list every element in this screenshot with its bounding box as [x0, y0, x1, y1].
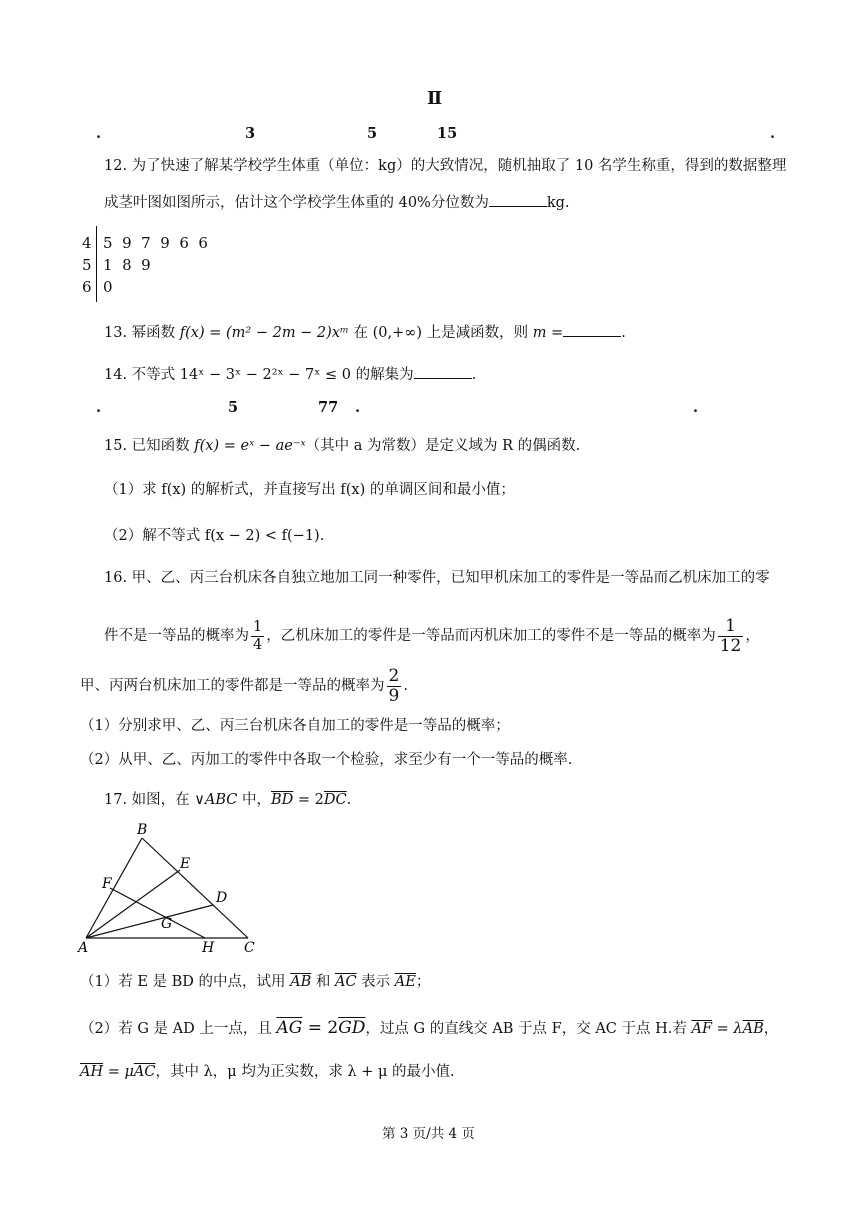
stem-4: 4 [82, 234, 92, 252]
q16-line3 [80, 664, 408, 708]
label-b: B [137, 822, 148, 838]
q15-text: （其中 a 为常数）是定义域为 R 的偶函数. [305, 438, 581, 454]
q16-text-a: 件不是一等品的概率为 [104, 628, 249, 644]
vector-af: $\overline{AF}$ [691, 1021, 713, 1037]
q17-p2-text2: ，其中 λ，μ 均为正实数，求 λ + μ 的最小值. [155, 1064, 455, 1080]
label-a: A [78, 940, 89, 955]
section-fill-total: 15 [437, 125, 458, 142]
q17-part2 [80, 1018, 778, 1039]
side-ab [86, 838, 142, 938]
q17-part2-line2 [80, 1062, 455, 1082]
q14-line [104, 364, 476, 385]
q17-text: 中， [237, 792, 271, 808]
q13-end: . [621, 325, 626, 341]
vector-ab: $\overline{AB}$ [290, 974, 312, 990]
section-fill-dot: . [96, 125, 102, 142]
q16-text-d: 甲、丙两台机床加工的零件都是一等品的概率为 [80, 678, 385, 694]
leaves-5: 1 8 9 [103, 256, 151, 274]
vector-gd: $\overline{GD}$ [338, 1018, 366, 1038]
q16-line2 [104, 614, 760, 658]
q13-line [104, 322, 626, 343]
q17-p1-repr: 表示 [356, 974, 395, 990]
vector-ah: $\overline{AH}$ [80, 1064, 104, 1080]
frac-den: 9 [388, 685, 400, 706]
frac-num: 1 [718, 617, 744, 637]
label-c: C [244, 940, 255, 955]
section-title: Ⅱ [427, 88, 443, 109]
q17-eq: = 2 [293, 792, 324, 808]
section-solve-end: . [693, 399, 699, 416]
label-g: G [161, 916, 173, 932]
q16-part2: （2）从甲、乙、丙加工的零件中各取一个检验，求至少有一个一等品的概率. [80, 752, 573, 768]
stem-5: 5 [82, 256, 92, 274]
segment-fh [110, 888, 205, 938]
q13-answer-blank [563, 322, 621, 337]
q13-formula: f(x) = (m² − 2m − 2)xᵐ [179, 325, 349, 341]
side-bc [142, 838, 248, 938]
q16-text-c: ， [745, 628, 760, 644]
fraction-1-4 [251, 619, 264, 653]
q17-p2-lambda: = λ [712, 1021, 743, 1037]
q13-var: m = [532, 325, 564, 341]
q12-unit: kg. [546, 195, 570, 211]
fraction-1-12 [718, 617, 744, 656]
q15-part2: （2）解不等式 f(x − 2) < f(−1). [104, 528, 325, 544]
q17-part1 [80, 972, 430, 992]
q17-triangle: ∨ABC [194, 792, 238, 808]
q12-line2-text: 成茎叶图如图所示，估计这个学校学生体重的 40%分位数为 [104, 195, 489, 211]
q13-mid: 在 (0,+∞) 上是减函数，则 [348, 325, 533, 341]
q16-part1: （1）分别求甲、乙、丙三台机床各自加工的零件是一等品的概率； [80, 718, 510, 734]
q15-part1: （1）求 f(x) 的解析式，并直接写出 f(x) 的单调区间和最小值； [104, 482, 515, 498]
q17-p2-eq: = 2 [302, 1018, 339, 1038]
vector-dc: $\overline{DC}$ [323, 792, 347, 808]
q12-line2 [104, 192, 570, 213]
frac-num: 1 [253, 619, 263, 635]
triangle-figure [70, 820, 270, 955]
q17-stem [104, 790, 351, 810]
frac-den: 12 [719, 635, 742, 656]
section-solve-total: 77 [318, 399, 339, 416]
q17-label: 17. 如图，在 [104, 792, 195, 808]
section-solve-dot2: . [355, 399, 361, 416]
leaves-6: 0 [103, 278, 113, 296]
q14-answer-blank [414, 364, 472, 379]
leaves-4: 5 9 7 9 6 6 [103, 234, 208, 252]
section-solve-dot: . [96, 399, 102, 416]
label-f: F [102, 876, 112, 892]
q15-formula: f(x) = eˣ − ae⁻ˣ [194, 438, 306, 454]
vector-ae: $\overline{AE}$ [394, 974, 416, 990]
segment-ad [86, 905, 213, 938]
q17-end: . [346, 792, 352, 808]
vector-bd: $\overline{BD}$ [271, 792, 294, 808]
q17-p1-end: ； [415, 974, 431, 990]
label-e: E [180, 856, 191, 872]
section-fill-count: 3 [245, 125, 256, 142]
fraction-2-9 [387, 667, 402, 706]
q12-answer-blank [489, 192, 547, 207]
q17-p2-end: ， [763, 1021, 779, 1037]
q17-mu: = μ [103, 1064, 134, 1080]
vector-ag: $\overline{AG}$ [276, 1018, 303, 1038]
page-footer: 第 3 页/共 4 页 [382, 1126, 475, 1142]
section-fill-end: . [770, 125, 776, 142]
section-fill-points: 5 [367, 125, 378, 142]
q17-p1-text: （1）若 E 是 BD 的中点，试用 [80, 974, 291, 990]
vector-ab-2: $\overline{AB}$ [742, 1021, 764, 1037]
q16-text-b: ，乙机床加工的零件是一等品而丙机床加工的零件不是一等品的概率为 [266, 628, 716, 644]
q15-stem [104, 436, 580, 456]
q14-formula: 14ˣ − 3ˣ − 2²ˣ − 7ˣ ≤ 0 [179, 367, 351, 383]
q15-label: 15. 已知函数 [104, 438, 195, 454]
q17-p1-and: 和 [311, 974, 335, 990]
q14-label: 14. 不等式 [104, 367, 180, 383]
label-h: H [202, 940, 215, 955]
section-solve-count: 5 [228, 399, 239, 416]
q16-line1: 16. 甲、乙、丙三台机床各自独立地加工同一种零件，已知甲机床加工的零件是一等品而乙机床加工的零 [104, 570, 770, 586]
frac-num: 2 [388, 665, 400, 686]
q17-p2-text: （2）若 G 是 AD 上一点，且 [80, 1021, 277, 1037]
frac-den: 4 [253, 636, 263, 653]
q14-text: 的解集为 [351, 367, 414, 383]
q17-p2-mid: ，过点 G 的直线交 AB 于点 F，交 AC 于点 H.若 [365, 1021, 692, 1037]
stem-6: 6 [82, 278, 92, 296]
stem-divider [96, 226, 97, 302]
vector-ac-2: $\overline{AC}$ [133, 1064, 156, 1080]
label-d: D [216, 890, 228, 906]
vector-ac: $\overline{AC}$ [335, 974, 357, 990]
q16-text-e: . [403, 678, 408, 694]
q14-end: . [471, 367, 477, 383]
q13-label: 13. 幂函数 [104, 325, 180, 341]
q12-line1: 12. 为了快速了解某学校学生体重（单位：kg）的大致情况，随机抽取了 10 名学生称重，得到的数据整理 [104, 158, 787, 174]
